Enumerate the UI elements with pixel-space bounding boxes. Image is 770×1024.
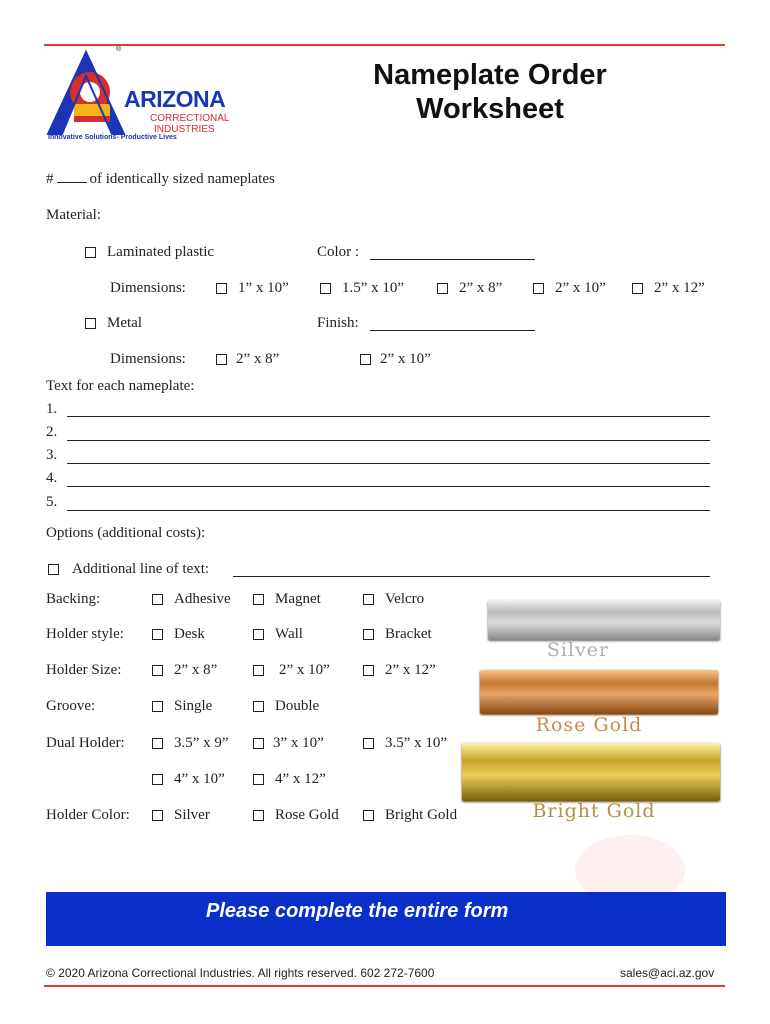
color-label: Color : xyxy=(317,244,360,260)
checkbox[interactable] xyxy=(48,564,59,575)
laminated-size-2x12[interactable] xyxy=(632,280,705,297)
checkbox[interactable] xyxy=(632,283,643,294)
footer-email[interactable]: sales@aci.az.gov xyxy=(620,966,715,980)
metal-label: Metal xyxy=(107,315,142,331)
laminated-dimensions-label: Dimensions: xyxy=(110,280,186,296)
holder-size-2x12[interactable] xyxy=(363,662,436,679)
checkbox[interactable] xyxy=(253,665,264,676)
holder-size-2x8[interactable] xyxy=(152,662,217,679)
metal-dimensions-label: Dimensions: xyxy=(110,351,186,367)
laminated-size-2x10[interactable] xyxy=(533,280,606,297)
finish-label: Finish: xyxy=(317,315,359,331)
complete-form-banner xyxy=(46,892,726,946)
metal-checkbox[interactable] xyxy=(85,318,96,329)
checkbox[interactable] xyxy=(363,810,374,821)
additional-line-field[interactable] xyxy=(233,576,710,577)
checkbox[interactable] xyxy=(363,665,374,676)
checkbox[interactable] xyxy=(152,701,163,712)
holder-size-label: Holder Size: xyxy=(46,662,122,678)
checkbox[interactable] xyxy=(253,629,264,640)
checkbox[interactable] xyxy=(363,738,374,749)
rose-gold-holder-image xyxy=(480,670,718,714)
material-label: Material: xyxy=(46,207,101,223)
choice-label: 3.5” x 10” xyxy=(385,735,448,751)
bright-gold-holder-image xyxy=(462,743,720,801)
holder-color-label: Holder Color: xyxy=(46,807,130,823)
checkbox[interactable] xyxy=(253,701,264,712)
text-line-5-field[interactable] xyxy=(67,510,710,511)
text-line-1-field[interactable] xyxy=(67,416,710,417)
additional-line-label: Additional line of text: xyxy=(72,561,210,577)
dual-holder-4x12[interactable] xyxy=(253,771,326,788)
text-line-2-field[interactable] xyxy=(67,440,710,441)
checkbox[interactable] xyxy=(360,354,371,365)
choice-label: 3.5” x 9” xyxy=(174,735,229,751)
choice-label: Bracket xyxy=(385,626,432,642)
dual-holder-3_5x10[interactable] xyxy=(363,735,447,752)
choice-label: 4” x 12” xyxy=(275,771,326,787)
choice-label: Rose Gold xyxy=(275,807,339,823)
checkbox[interactable] xyxy=(253,594,264,605)
laminated-size-1_5x10[interactable] xyxy=(320,280,404,297)
choice-label: Silver xyxy=(174,807,210,823)
groove-single[interactable] xyxy=(152,698,212,715)
color-field[interactable] xyxy=(370,259,535,260)
footer-rule xyxy=(44,985,725,987)
holder-style-label: Holder style: xyxy=(46,626,124,642)
footer-copyright: © 2020 Arizona Correctional Industries. All rights reserved. 602 272-7600 xyxy=(46,966,435,980)
additional-line-option[interactable] xyxy=(48,561,209,578)
choice-label: 2” x 8” xyxy=(174,662,218,678)
choice-label: 2” x 12” xyxy=(385,662,436,678)
text-section-label: Text for each nameplate: xyxy=(46,378,195,394)
groove-double[interactable] xyxy=(253,698,319,715)
rose-gold-caption: Rose Gold xyxy=(535,714,643,736)
silver-caption: Silver xyxy=(546,639,610,661)
metal-size-2x10[interactable] xyxy=(360,351,431,368)
text-line-number-1: 1. xyxy=(46,401,58,417)
checkbox[interactable] xyxy=(152,774,163,785)
banner-text: Please complete the entire form xyxy=(206,900,509,922)
backing-adhesive[interactable] xyxy=(152,591,231,608)
checkbox[interactable] xyxy=(253,810,264,821)
text-line-number-3: 3. xyxy=(46,447,58,463)
choice-label: 4” x 10” xyxy=(174,771,225,787)
choice-label: Single xyxy=(174,698,213,714)
size-label: 1.5” x 10” xyxy=(342,280,405,296)
title-line-1: Nameplate Order xyxy=(373,59,607,91)
checkbox[interactable] xyxy=(253,774,264,785)
count-hash: # xyxy=(46,171,54,187)
size-label: 2” x 10” xyxy=(380,351,431,367)
checkbox[interactable] xyxy=(152,665,163,676)
groove-label: Groove: xyxy=(46,698,96,714)
options-label: Options (additional costs): xyxy=(46,525,206,541)
checkbox[interactable] xyxy=(152,629,163,640)
checkbox[interactable] xyxy=(437,283,448,294)
laminated-checkbox[interactable] xyxy=(85,247,96,258)
choice-label: Adhesive xyxy=(174,591,231,607)
backing-magnet[interactable] xyxy=(253,591,321,608)
checkbox[interactable] xyxy=(216,354,227,365)
title-line-2: Worksheet xyxy=(416,93,564,125)
dual-holder-3x10[interactable] xyxy=(253,735,324,752)
checkbox[interactable] xyxy=(216,283,227,294)
laminated-label: Laminated plastic xyxy=(107,244,215,260)
holder-color-silver[interactable] xyxy=(152,807,210,824)
holder-size-2x10[interactable] xyxy=(253,662,330,679)
choice-label: 2” x 10” xyxy=(279,662,330,678)
bright-gold-caption: Bright Gold xyxy=(532,800,656,822)
choice-label: Desk xyxy=(174,626,205,642)
logo-line3: INDUSTRIES xyxy=(154,124,215,135)
checkbox[interactable] xyxy=(152,810,163,821)
text-line-number-2: 2. xyxy=(46,424,58,440)
logo-tagline: Innovative Solutions- Productive Lives xyxy=(48,134,177,141)
holder-style-bracket[interactable] xyxy=(363,626,432,643)
choice-label: Bright Gold xyxy=(385,807,458,823)
choice-label: Velcro xyxy=(385,591,425,607)
metal-option[interactable] xyxy=(85,315,142,332)
holder-color-rose-gold[interactable] xyxy=(253,807,339,824)
page-title xyxy=(320,58,660,126)
checkbox[interactable] xyxy=(363,629,374,640)
laminated-option[interactable] xyxy=(85,244,214,261)
backing-label: Backing: xyxy=(46,591,101,607)
choice-label: Wall xyxy=(275,626,303,642)
text-line-4-field[interactable] xyxy=(67,486,710,487)
laminated-size-1x10[interactable] xyxy=(216,280,289,297)
size-label: 2” x 8” xyxy=(236,351,280,367)
size-label: 1” x 10” xyxy=(238,280,289,296)
count-text: of identically sized nameplates xyxy=(89,171,275,187)
finish-field[interactable] xyxy=(370,330,535,331)
text-line-number-4: 4. xyxy=(46,470,58,486)
backing-velcro[interactable] xyxy=(363,591,424,608)
metal-size-2x8[interactable] xyxy=(216,351,279,368)
count-line xyxy=(46,171,275,188)
checkbox[interactable] xyxy=(253,738,264,749)
dual-holder-4x10[interactable] xyxy=(152,771,225,788)
logo-line2: CORRECTIONAL xyxy=(150,113,230,124)
count-input[interactable] xyxy=(57,182,87,183)
checkbox[interactable] xyxy=(320,283,331,294)
size-label: 2” x 10” xyxy=(555,280,606,296)
text-line-number-5: 5. xyxy=(46,494,58,510)
choice-label: 3” x 10” xyxy=(273,735,324,751)
holder-style-wall[interactable] xyxy=(253,626,303,643)
choice-label: Magnet xyxy=(275,591,321,607)
holder-color-bright-gold[interactable] xyxy=(363,807,457,824)
checkbox[interactable] xyxy=(533,283,544,294)
logo-reg-mark: ® xyxy=(116,46,122,53)
holder-style-desk[interactable] xyxy=(152,626,205,643)
checkbox[interactable] xyxy=(363,594,374,605)
choice-label: Double xyxy=(275,698,320,714)
logo-name: ARIZONA xyxy=(124,86,226,112)
checkbox[interactable] xyxy=(152,738,163,749)
size-label: 2” x 8” xyxy=(459,280,503,296)
aci-logo xyxy=(46,48,246,148)
checkbox[interactable] xyxy=(152,594,163,605)
dual-holder-3_5x9[interactable] xyxy=(152,735,229,752)
text-line-3-field[interactable] xyxy=(67,463,710,464)
size-label: 2” x 12” xyxy=(654,280,705,296)
silver-holder-image xyxy=(488,600,720,640)
laminated-size-2x8[interactable] xyxy=(437,280,502,297)
header-rule xyxy=(44,44,725,46)
dual-holder-label: Dual Holder: xyxy=(46,735,125,751)
